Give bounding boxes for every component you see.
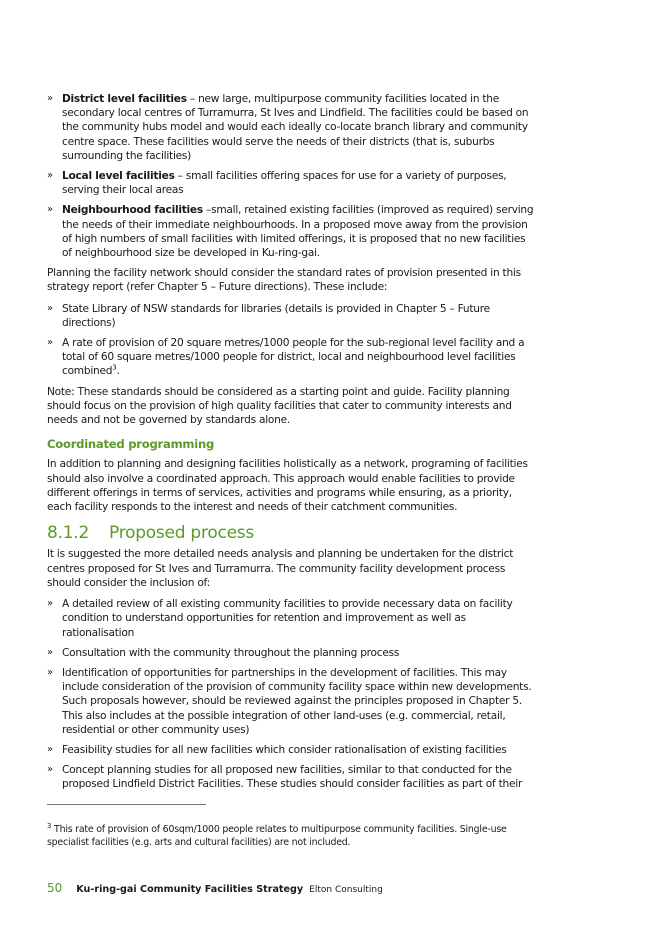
list-item-text: Consultation with the community throughout the planning process xyxy=(62,646,400,659)
list-item xyxy=(47,763,535,791)
section-title: Proposed process xyxy=(109,523,254,544)
bullet-marker: » xyxy=(47,764,53,776)
section-number: 8.1.2 xyxy=(47,523,90,544)
list-item-text: – new large, multipurpose community facilities located in the secondary local centres of Turramurra, St Ives and Lindfield. The facilities could be based on the community hubs model and would each ideally co-locate branch library and community centre space. These facilities would serve the needs of their districts (that is, suburbs surrounding the facilities) xyxy=(62,93,529,162)
bullet-marker: » xyxy=(47,337,53,349)
list-item-text: State Library of NSW standards for libraries (details is provided in Chapter 5 – Future directions) xyxy=(62,302,490,329)
list-item-text: A detailed review of all existing community facilities to provide necessary data on facility condition to understand opportunities for retention and improvement as well as rationalisation xyxy=(62,598,513,639)
list-item xyxy=(47,203,535,260)
paragraph-process: It is suggested the more detailed needs analysis and planning be undertaken for the district centres proposed for St Ives and Turramurra. The community facility development process should consider the inclusion of: xyxy=(47,548,514,589)
list-item-text: –small, retained existing facilities (improved as required) serving the needs of their immediate neighbourhoods. In a proposed move away from the provision of high numbers of small facilities with limited offerings, it is proposed that no new facilities of neighbourhood size be developed in Ku-ring-gai. xyxy=(62,204,534,260)
bullet-marker: » xyxy=(47,170,53,182)
list-item xyxy=(47,336,535,379)
document-title: Ku-ring-gai Community Facilities Strategy xyxy=(76,884,304,895)
list-item-lead: Neighbourhood facilities xyxy=(62,204,203,217)
paragraph-programming: In addition to planning and designing facilities holistically as a network, programing of facilities should also involve a coordinated approach. This approach would enable facilities to provide different offerings in terms of services, activities and programs while ensuring, as a priority, each facility responds to the interest and needs of their catchment communities. xyxy=(47,458,528,514)
list-item xyxy=(47,646,535,660)
list-item-text: Identification of opportunities for partnerships in the development of facilities. This may include consideration of the provision of community facility space within new developments. Such proposals however, should be reviewed against the principles proposed in Chapter 5. This also includes at the possible integration of other land-uses (e.g. commercial, retail, residential or other community uses) xyxy=(62,666,532,736)
footnote-number: 3 xyxy=(47,821,52,830)
page-footer xyxy=(47,881,383,895)
bullet-marker: » xyxy=(47,93,53,104)
paragraph-planning: Planning the facility network should consider the standard rates of provision presented in this strategy report (refer Chapter 5 – Future directions). These include: xyxy=(47,267,521,294)
page-number: 50 xyxy=(47,881,63,895)
bullet-marker: » xyxy=(47,598,53,610)
list-item xyxy=(47,92,535,163)
organization-name: Elton Consulting xyxy=(309,885,383,895)
bullet-marker: » xyxy=(47,666,53,678)
footnote-reference[interactable]: 3 xyxy=(112,363,117,372)
list-item-lead: Local level facilities xyxy=(62,170,175,183)
bullet-marker: » xyxy=(47,302,53,314)
list-item xyxy=(47,597,535,640)
list-item-lead: District level facilities xyxy=(62,93,187,105)
list-item-text: A rate of provision of 20 square metres/1000 people for the sub-regional level facility and a total of 60 square metres/1000 people for district, local and neighbourhood level facilities combined xyxy=(62,337,525,378)
list-item xyxy=(47,666,535,737)
footnote-text: This rate of provision of 60sqm/1000 people relates to multipurpose community facilities. Single-use specialist facilities (e.g. arts and cultural facilities) are not included. xyxy=(47,824,507,848)
list-item xyxy=(47,169,535,197)
paragraph-note: Note: These standards should be considered as a starting point and guide. Facility planning should focus on the provision of high quality facilities that cater to community interests and needs and not be governed by standards alone. xyxy=(47,385,512,427)
list-item-text: Feasibility studies for all new facilities which consider rationalisation of existing facilities xyxy=(62,743,507,756)
list-item-text: – small facilities offering spaces for use for a variety of purposes, serving their local areas xyxy=(62,170,507,197)
page-body xyxy=(47,92,535,798)
bullet-marker: » xyxy=(47,646,53,658)
subheading: Coordinated programming xyxy=(47,437,215,452)
list-item xyxy=(47,302,535,330)
list-item-end: . xyxy=(116,365,120,378)
section-heading xyxy=(47,523,535,544)
footnote-divider xyxy=(47,804,206,805)
list-item-text: Concept planning studies for all proposed new facilities, similar to that conducted for the proposed Lindfield District Facilities. These studies should consider facilities as part of their xyxy=(62,764,523,791)
bullet-marker: » xyxy=(47,743,53,755)
list-item xyxy=(47,743,535,757)
bullet-marker: » xyxy=(47,204,53,216)
footnote xyxy=(47,823,537,849)
